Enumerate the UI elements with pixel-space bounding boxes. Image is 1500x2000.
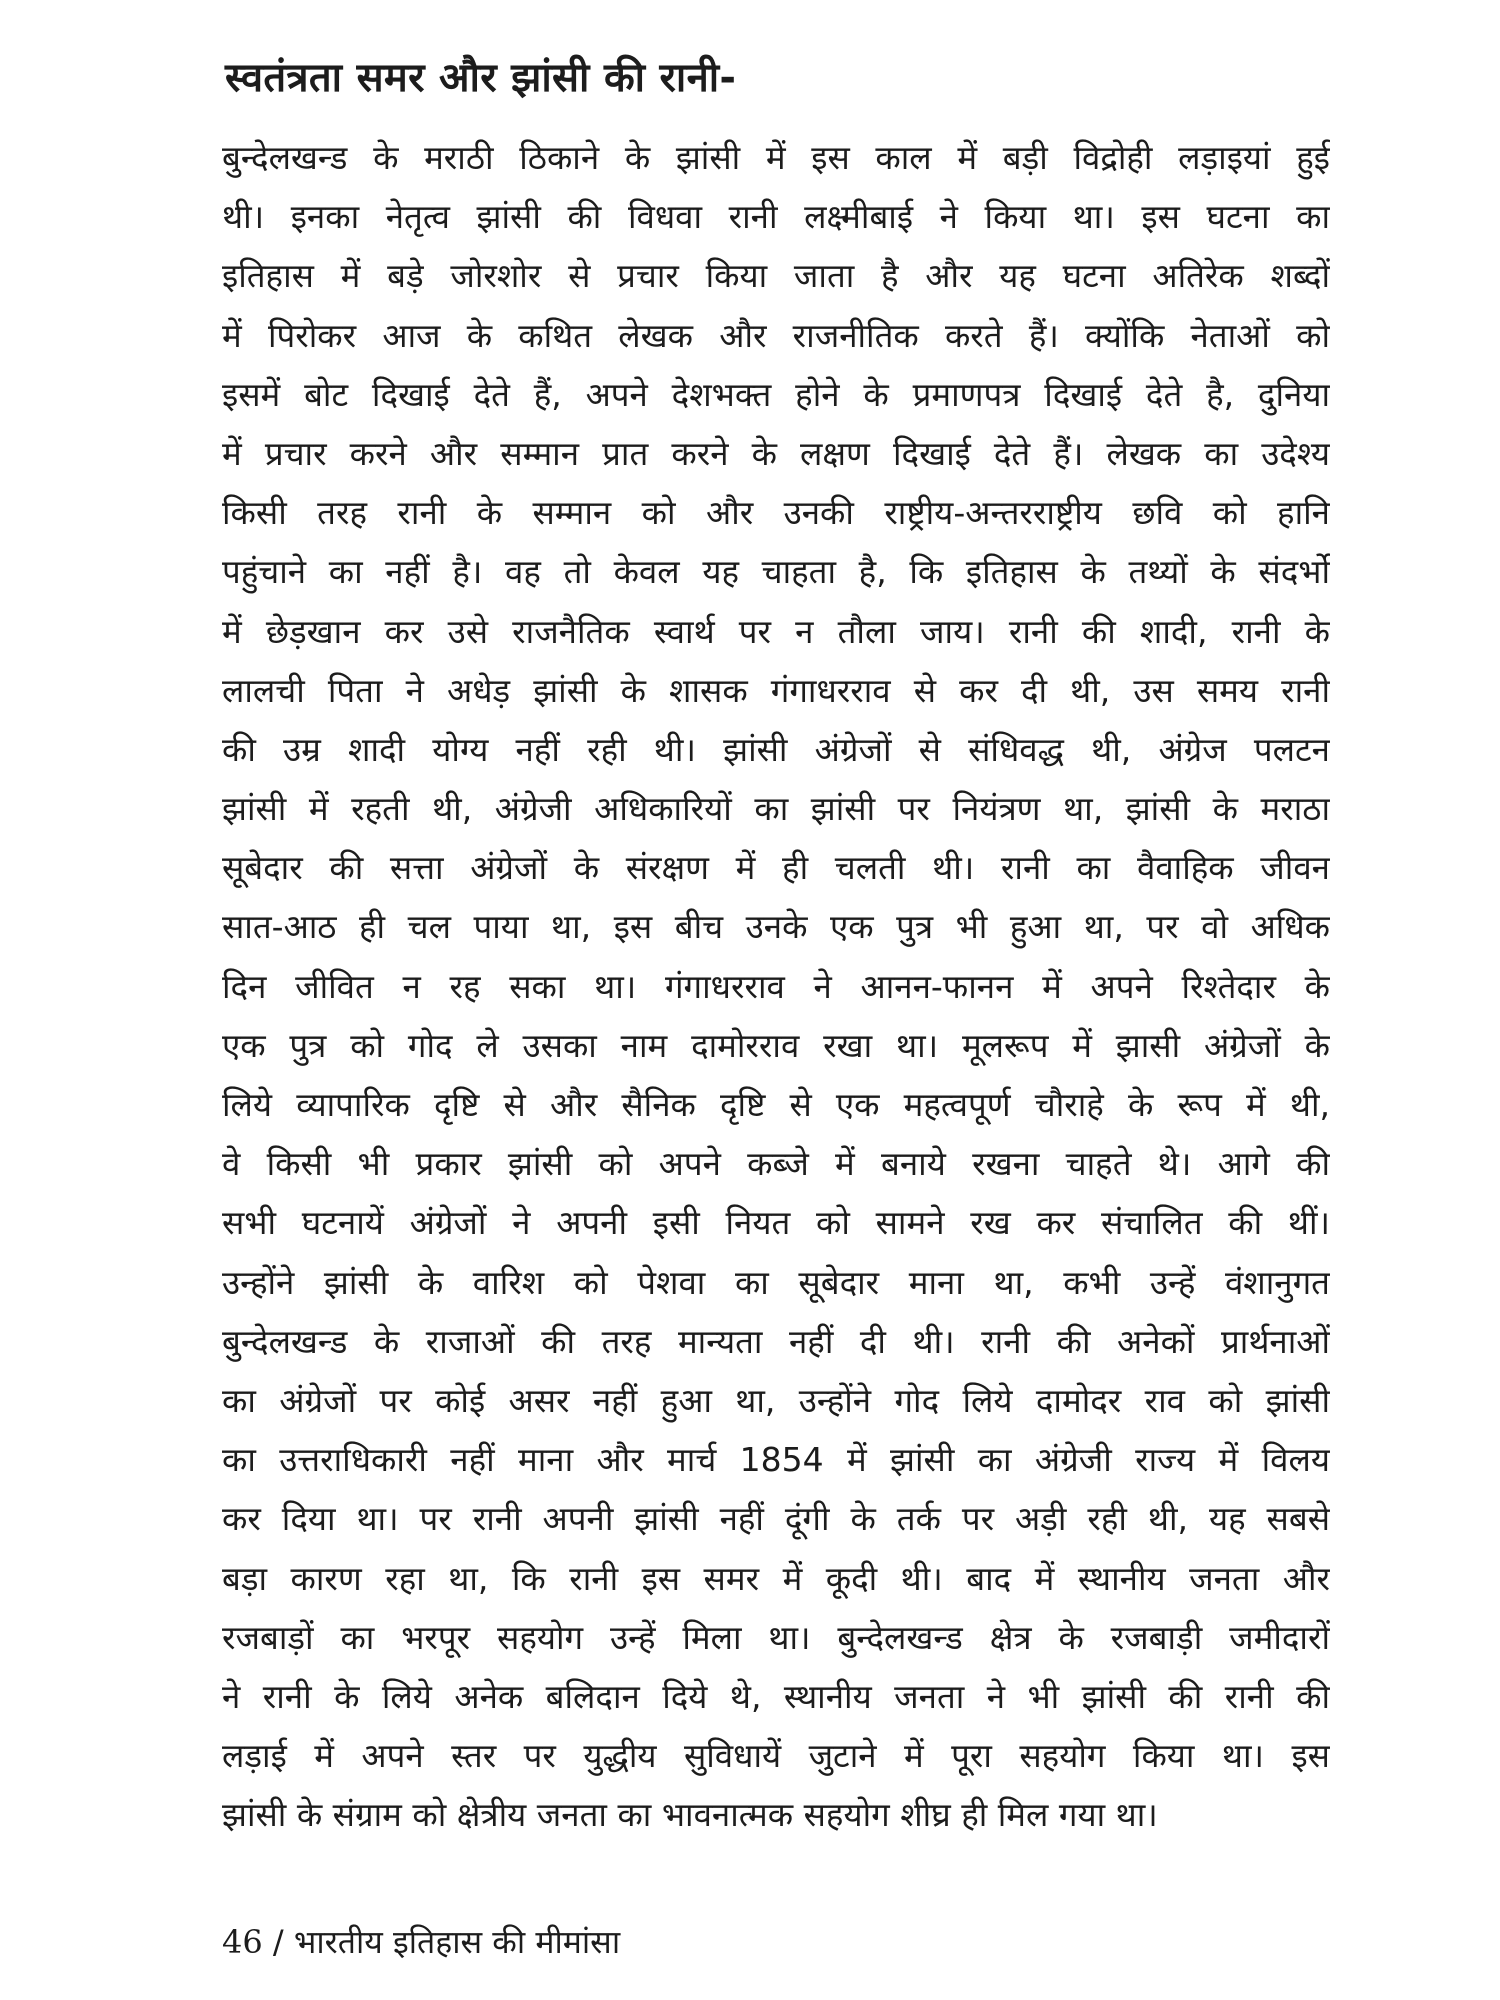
text-line: ने रानी के लिये अनेक बलिदान दिये थे, स्थानीय जनता ने भी झांसी की रानी की xyxy=(222,1676,1330,1716)
text-line: सात-आठ ही चल पाया था, इस बीच उनके एक पुत्र भी हुआ था, पर वो अधिक xyxy=(222,907,1330,947)
text-line: सभी घटनायें अंग्रेजों ने अपनी इसी नियत को सामने रख कर संचालित की थीं। xyxy=(222,1203,1330,1243)
text-line: का उत्तराधिकारी नहीं माना और मार्च 1854 में झांसी का अंग्रेजी राज्य में विलय xyxy=(222,1440,1330,1480)
text-line: में प्रचार करने और सम्मान प्रात करने के लक्षण दिखाई देते हैं। लेखक का उदेश्य xyxy=(222,433,1330,473)
text-line: की उम्र शादी योग्य नहीं रही थी। झांसी अंग्रेजों से संधिवद्ध थी, अंग्रेज पलटन xyxy=(222,729,1330,769)
page-footer xyxy=(222,1920,620,1963)
text-line: बुन्देलखन्ड के राजाओं की तरह मान्यता नहीं दी थी। रानी की अनेकों प्रार्थनाओं xyxy=(222,1321,1330,1361)
text-line: झांसी के संग्राम को क्षेत्रीय जनता का भावनात्मक सहयोग शीघ्र ही मिल गया था। xyxy=(222,1795,1158,1835)
text-line: में पिरोकर आज के कथित लेखक और राजनीतिक करते हैं। क्योंकि नेताओं को xyxy=(222,315,1330,355)
text-line: एक पुत्र को गोद ले उसका नाम दामोरराव रखा था। मूलरूप में झासी अंग्रेजों के xyxy=(222,1025,1330,1065)
text-line: बड़ा कारण रहा था, कि रानी इस समर में कूदी थी। बाद में स्थानीय जनता और xyxy=(222,1558,1330,1598)
text-line: कर दिया था। पर रानी अपनी झांसी नहीं दूंगी के तर्क पर अड़ी रही थी, यह सबसे xyxy=(222,1499,1330,1539)
text-line: रजबाड़ों का भरपूर सहयोग उन्हें मिला था। बुन्देलखन्ड क्षेत्र के रजबाड़ी जमीदारों xyxy=(222,1617,1330,1657)
text-line: इतिहास में बड़े जोरशोर से प्रचार किया जाता है और यह घटना अतिरेक शब्दों xyxy=(222,256,1330,296)
text-line: लिये व्यापारिक दृष्टि से और सैनिक दृष्टि से एक महत्वपूर्ण चौराहे के रूप में थी, xyxy=(222,1085,1330,1124)
text-line: लालची पिता ने अधेड़ झांसी के शासक गंगाधरराव से कर दी थी, उस समय रानी xyxy=(222,670,1330,710)
book-title: भारतीय इतिहास की मीमांसा xyxy=(293,1923,621,1961)
body-paragraph xyxy=(222,128,1330,1844)
text-line: पहुंचाने का नहीं है। वह तो केवल यह चाहता है, कि इतिहास के तथ्यों के संदर्भो xyxy=(222,552,1330,592)
section-heading: स्वतंत्रता समर और झांसी की रानी- xyxy=(225,55,737,101)
text-line: बुन्देलखन्ड के मराठी ठिकाने के झांसी में इस काल में बड़ी विद्रोही लड़ाइयां हुई xyxy=(222,138,1330,177)
text-line: का अंग्रेजों पर कोई असर नहीं हुआ था, उन्होंने गोद लिये दामोदर राव को झांसी xyxy=(222,1380,1330,1420)
text-line: झांसी में रहती थी, अंग्रेजी अधिकारियों का झांसी पर नियंत्रण था, झांसी के मराठा xyxy=(222,789,1330,829)
text-line: सूबेदार की सत्ता अंग्रेजों के संरक्षण में ही चलती थी। रानी का वैवाहिक जीवन xyxy=(222,848,1330,888)
text-line: वे किसी भी प्रकार झांसी को अपने कब्जे में बनाये रखना चाहते थे। आगे की xyxy=(222,1144,1330,1184)
footer-separator: / xyxy=(272,1923,284,1961)
text-line: लड़ाई में अपने स्तर पर युद्धीय सुविधायें जुटाने में पूरा सहयोग किया था। इस xyxy=(222,1736,1330,1776)
text-line: उन्होंने झांसी के वारिश को पेशवा का सूबेदार माना था, कभी उन्हें वंशानुगत xyxy=(222,1262,1330,1302)
text-line: थी। इनका नेतृत्व झांसी की विधवा रानी लक्ष्मीबाई ने किया था। इस घटना का xyxy=(222,197,1330,237)
text-line: किसी तरह रानी के सम्मान को और उनकी राष्ट्रीय-अन्तरराष्ट्रीय छवि को हानि xyxy=(222,493,1330,533)
page-number: 46 xyxy=(222,1923,263,1961)
text-line: दिन जीवित न रह सका था। गंगाधरराव ने आनन-फानन में अपने रिश्तेदार के xyxy=(222,966,1330,1006)
text-line: में छेड़खान कर उसे राजनैतिक स्वार्थ पर न तौला जाय। रानी की शादी, रानी के xyxy=(222,611,1330,651)
text-line: इसमें बोट दिखाई देते हैं, अपने देशभक्त होने के प्रमाणपत्र दिखाई देते है, दुनिया xyxy=(222,374,1330,414)
